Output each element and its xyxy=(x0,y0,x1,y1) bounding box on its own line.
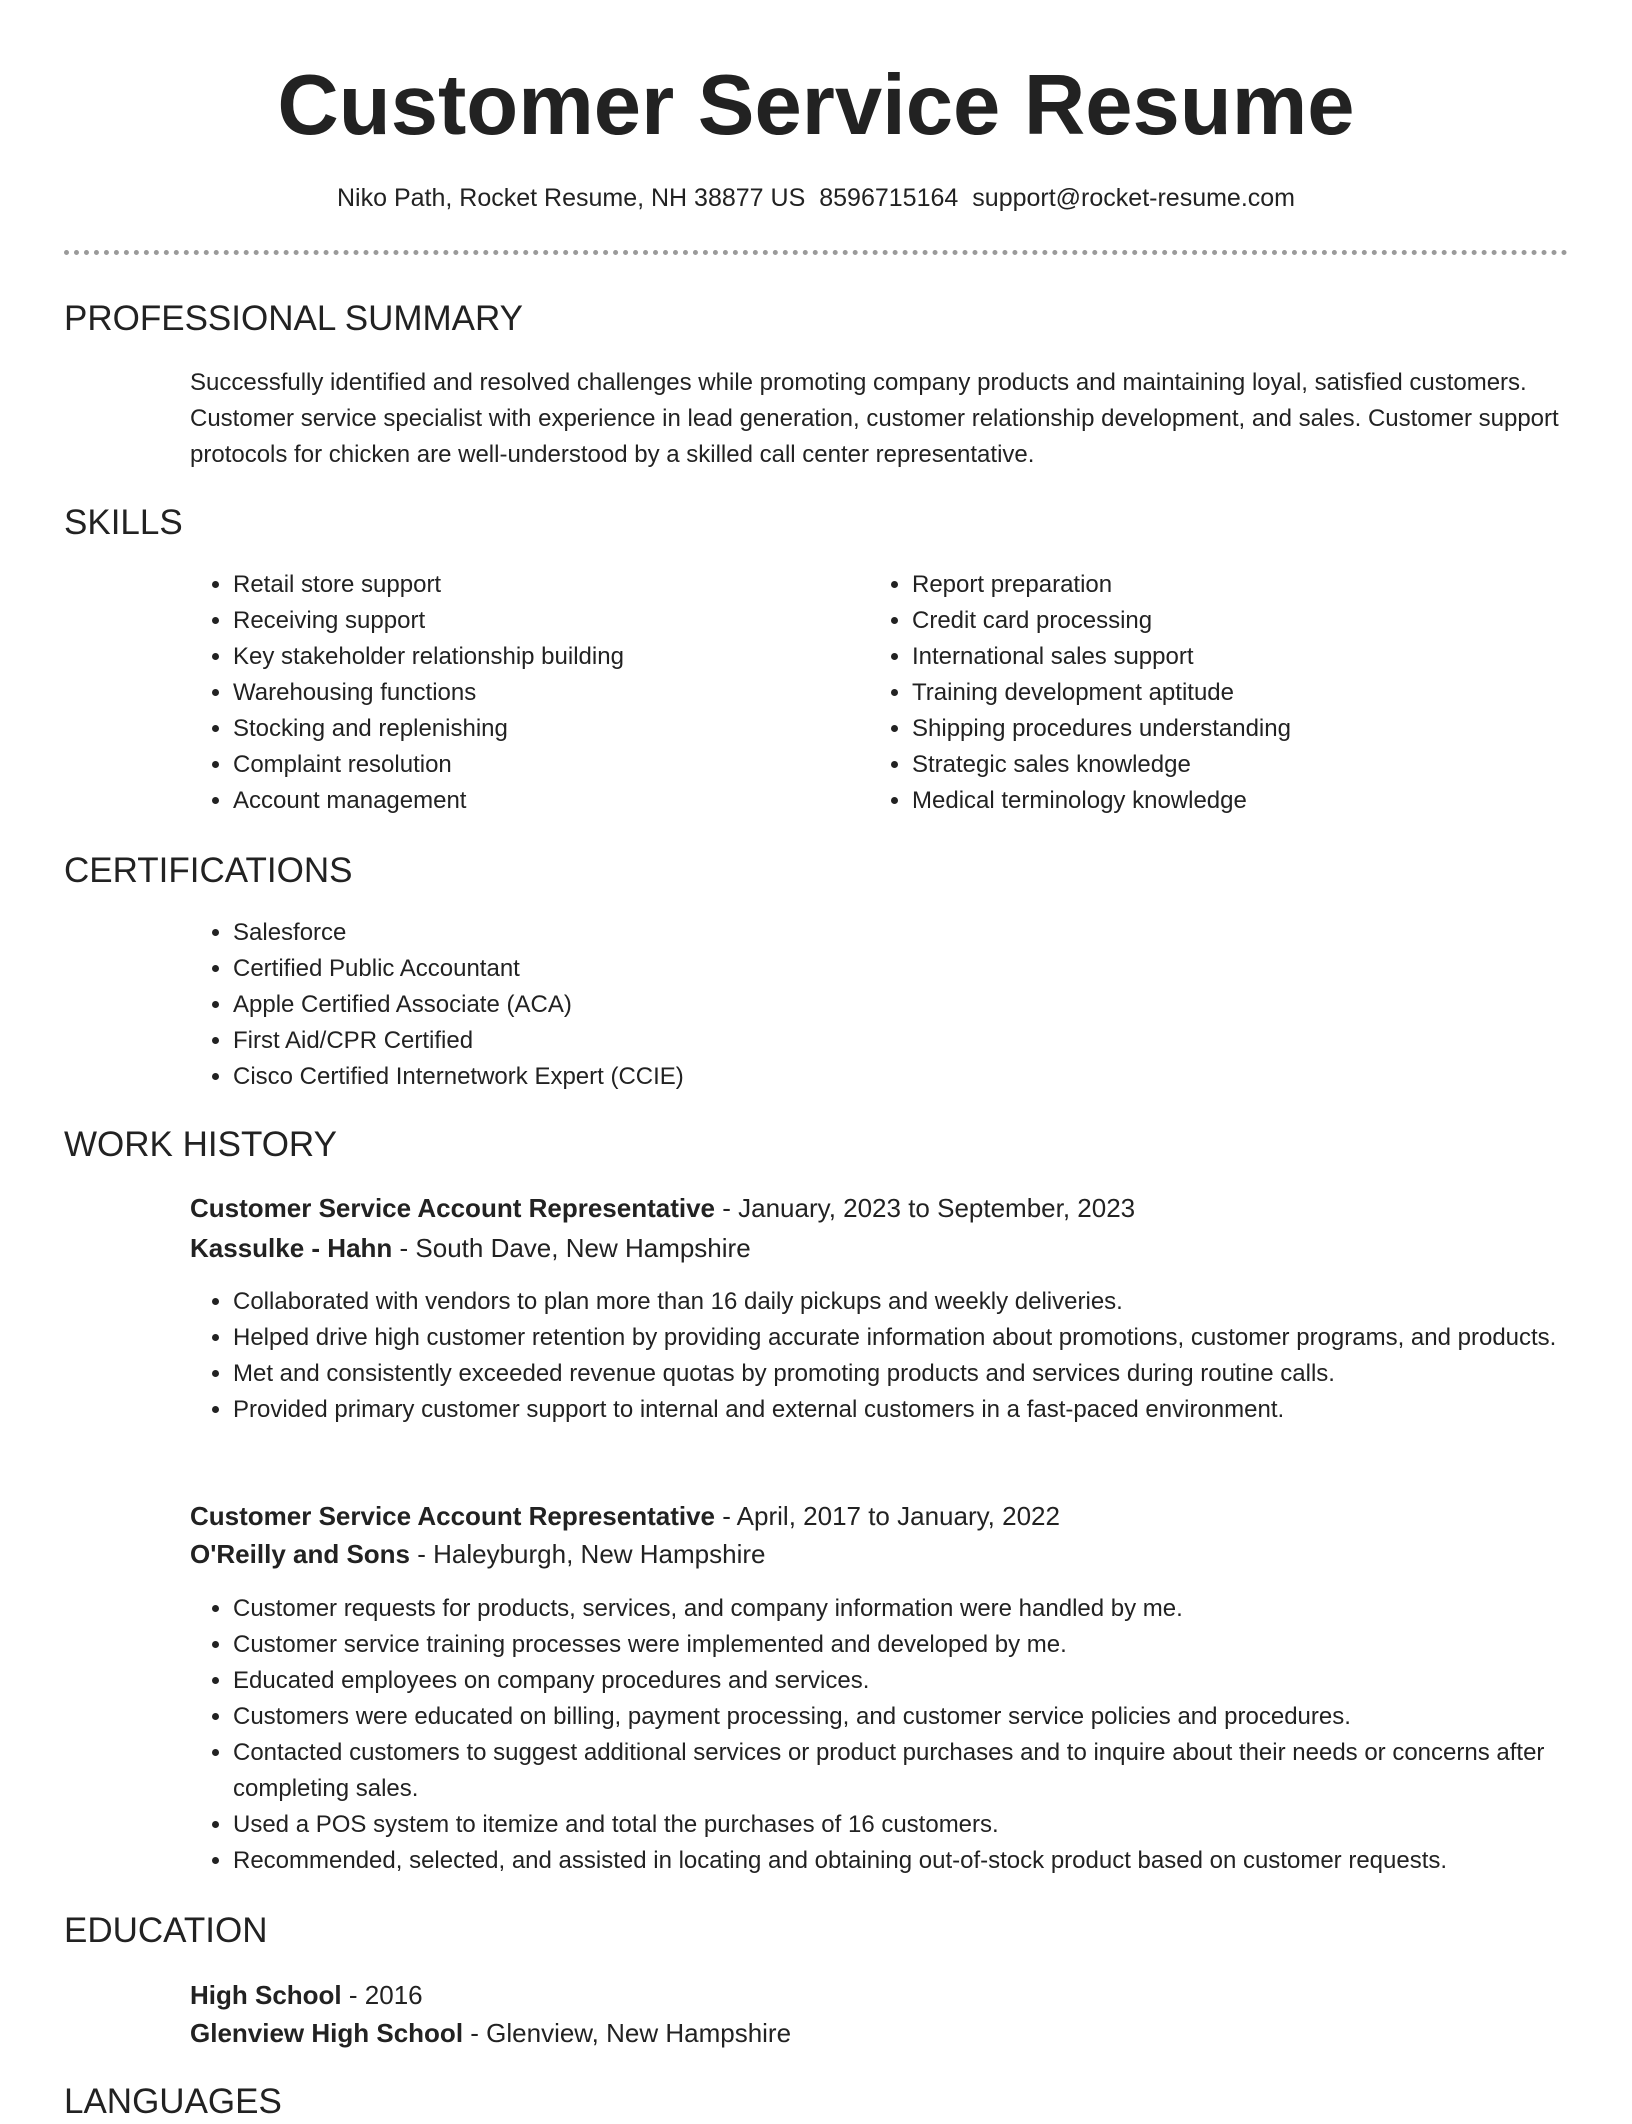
list-item: • Credit card processing xyxy=(912,603,1592,639)
list-item: • Medical terminology knowledge xyxy=(912,783,1592,819)
education-year: - 2016 xyxy=(341,1980,423,2010)
list-item: • Shipping procedures understanding xyxy=(912,711,1592,747)
contact-line xyxy=(0,182,1632,214)
list-item: • Contacted customers to suggest additional services or product purchases and to inquire about their needs or concerns after completing sales. xyxy=(233,1735,1603,1807)
contact-phone: 8596715164 xyxy=(819,184,959,212)
certifications-heading: CERTIFICATIONS xyxy=(64,851,353,890)
education-school: Glenview High School xyxy=(190,2018,464,2048)
list-item: • Apple Certified Associate (ACA) xyxy=(233,987,1533,1023)
list-item: • Customer requests for products, services, and company information were handled by me. xyxy=(233,1591,1603,1627)
list-item: • Educated employees on company procedures and services. xyxy=(233,1663,1603,1699)
list-item: • Salesforce xyxy=(233,915,1533,951)
certifications-list xyxy=(190,915,1533,1095)
job-location: - South Dave, New Hampshire xyxy=(392,1233,751,1263)
job-bullets xyxy=(190,1591,1603,1879)
list-item: • Provided primary customer support to internal and external customers in a fast-paced environment. xyxy=(233,1392,1603,1428)
list-item: • Recommended, selected, and assisted in locating and obtaining out-of-stock product based on customer requests. xyxy=(233,1843,1603,1879)
list-item: • Stocking and replenishing xyxy=(233,711,853,747)
job-title-line xyxy=(190,1189,1135,1227)
education-school-line xyxy=(190,2014,791,2052)
summary-text: Successfully identified and resolved challenges while promoting company products and maintaining loyal, satisfied customers. Customer service specialist with experience in lead generation, customer relationship development, and sales. Customer support protocols for chicken are well-understood by a skilled call center representative. xyxy=(190,369,1559,468)
list-item: • Strategic sales knowledge xyxy=(912,747,1592,783)
list-item: • Warehousing functions xyxy=(233,675,853,711)
list-item: • Collaborated with vendors to plan more than 16 daily pickups and weekly deliveries. xyxy=(233,1284,1603,1320)
list-item: • Report preparation xyxy=(912,567,1592,603)
list-item: • Key stakeholder relationship building xyxy=(233,639,853,675)
list-item: • Retail store support xyxy=(233,567,853,603)
list-item: • Account management xyxy=(233,783,853,819)
summary-heading: PROFESSIONAL SUMMARY xyxy=(64,299,523,338)
header-divider xyxy=(64,250,1568,255)
list-item: • International sales support xyxy=(912,639,1592,675)
skills-list-left xyxy=(190,567,853,819)
list-item: • Certified Public Accountant xyxy=(233,951,1533,987)
job-company: Kassulke - Hahn xyxy=(190,1233,393,1263)
work-history-heading: WORK HISTORY xyxy=(64,1125,337,1164)
education-degree: High School xyxy=(190,1980,342,2010)
skills-list-right xyxy=(869,567,1592,819)
resume-title: Customer Service Resume xyxy=(277,58,1355,153)
list-item: • First Aid/CPR Certified xyxy=(233,1023,1533,1059)
list-item: • Used a POS system to itemize and total the purchases of 16 customers. xyxy=(233,1807,1603,1843)
contact-address: Niko Path, Rocket Resume, NH 38877 US xyxy=(336,184,806,212)
skills-heading: SKILLS xyxy=(64,503,183,542)
list-item: • Helped drive high customer retention by providing accurate information about promotions, customer programs, and products. xyxy=(233,1320,1603,1356)
job-title-line xyxy=(190,1497,1060,1535)
education-location: - Glenview, New Hampshire xyxy=(463,2018,792,2048)
contact-email: support@rocket-resume.com xyxy=(972,184,1296,212)
job-bullets xyxy=(190,1284,1603,1428)
list-item: • Customers were educated on billing, payment processing, and customer service policies and procedures. xyxy=(233,1699,1603,1735)
education-heading: EDUCATION xyxy=(64,1911,268,1950)
list-item: • Receiving support xyxy=(233,603,853,639)
list-item: • Customer service training processes were implemented and developed by me. xyxy=(233,1627,1603,1663)
job-title: Customer Service Account Representative xyxy=(190,1501,716,1531)
list-item: • Cisco Certified Internetwork Expert (CCIE) xyxy=(233,1059,1533,1095)
job-company: O'Reilly and Sons xyxy=(190,1539,411,1569)
job-title: Customer Service Account Representative xyxy=(190,1193,716,1223)
job-dates: - April, 2017 to January, 2022 xyxy=(715,1501,1060,1531)
job-location: - Haleyburgh, New Hampshire xyxy=(410,1539,766,1569)
education-degree-line xyxy=(190,1976,423,2014)
list-item: • Met and consistently exceeded revenue quotas by promoting products and services during routine calls. xyxy=(233,1356,1603,1392)
list-item: • Complaint resolution xyxy=(233,747,853,783)
job-dates: - January, 2023 to September, 2023 xyxy=(715,1193,1136,1223)
job-company-line xyxy=(190,1535,765,1573)
job-company-line xyxy=(190,1229,751,1267)
languages-heading: LANGUAGES xyxy=(64,2082,282,2121)
list-item: • Training development aptitude xyxy=(912,675,1592,711)
